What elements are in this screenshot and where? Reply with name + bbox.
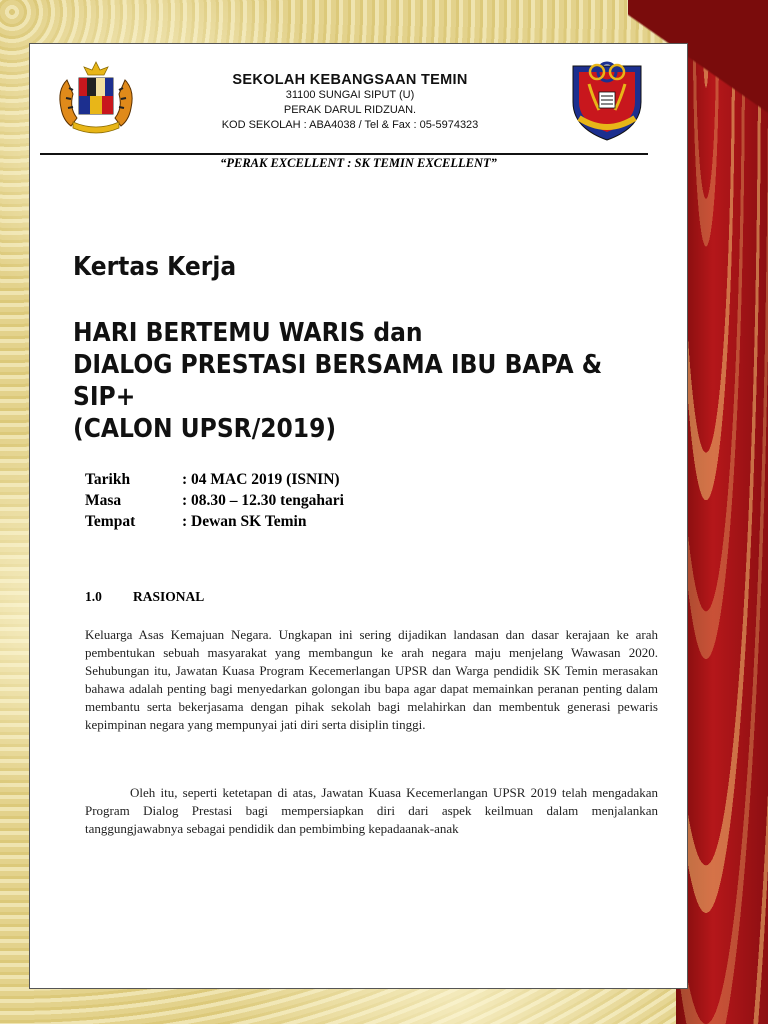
paragraph-rasional-1: Keluarga Asas Kemajuan Negara. Ungkapan ini sering dijadikan landasan dan dasar kerajaan ke arah pembentukan sebuah masyarakat yang membangun ke arah negara maju menjelang Wawasan 2020. Sehubungan itu, Jawatan Kuasa Program Kecemerlangan UPSR dan Warga pendidik SK Temin merasakan bahawa adalah penting bagi menyedarkan golongan ibu bapa agar dapat memainkan peranan penting dalam membantu serta bekerjasama dengan pihak sekolah bagi melahirkan dan membentuk generasi pewaris kepimpinan negara yang mempunyai jati diri serta disiplin tinggi. [85,627,658,732]
event-details [85,471,344,534]
title-line-2: DIALOG PRESTASI BERSAMA IBU BAPA & SIP+ [73,350,603,412]
red-ornamental-border [676,0,768,1024]
detail-row-time [85,492,344,513]
document-title [73,317,626,445]
school-motto: “PERAK EXCELLENT : SK TEMIN EXCELLENT” [220,156,497,170]
detail-value: : 08.30 – 12.30 tengahari [182,492,344,509]
address-line-1: 31100 SUNGAI SIPUT (U) [285,89,415,101]
detail-row-date [85,471,344,492]
letterhead-divider [40,153,648,155]
detail-value: : Dewan SK Temin [182,513,307,530]
paragraph-rasional-2: Oleh itu, seperti ketetapan di atas, Jawatan Kuasa Kecemerlangan UPSR 2019 telah mengadakan Program Dialog Prestasi bagi mempersiapkan diri dari aspek keilmuan dalam menjalankan tanggungjawabnya sebagai pendidik dan pembimbing kepadaanak-anak [85,785,658,836]
malaysia-coat-of-arms-icon [53,58,139,138]
address-line-2: PERAK DARUL RIDZUAN. [283,104,417,116]
section-title: RASIONAL [133,589,205,604]
school-name: SEKOLAH KEBANGSAAN TEMIN [232,72,468,88]
letterhead [150,72,550,133]
title-line-1: HARI BERTEMU WARIS dan [73,318,423,348]
detail-label: Tarikh [85,471,131,488]
document-page [29,43,688,989]
section-number: 1.0 [85,589,102,604]
detail-row-venue [85,513,344,534]
contact-line: KOD SEKOLAH : ABA4038 / Tel & Fax : 05-5974323 [221,119,479,131]
detail-label: Masa [85,492,122,509]
sk-temin-school-crest-icon [567,58,647,142]
detail-label: Tempat [85,513,136,530]
document-type-heading: Kertas Kerja [73,252,237,282]
detail-value: : 04 MAC 2019 (ISNIN) [182,471,340,488]
section-heading [85,589,204,605]
title-line-3: (CALON UPSR/2019) [73,414,337,444]
